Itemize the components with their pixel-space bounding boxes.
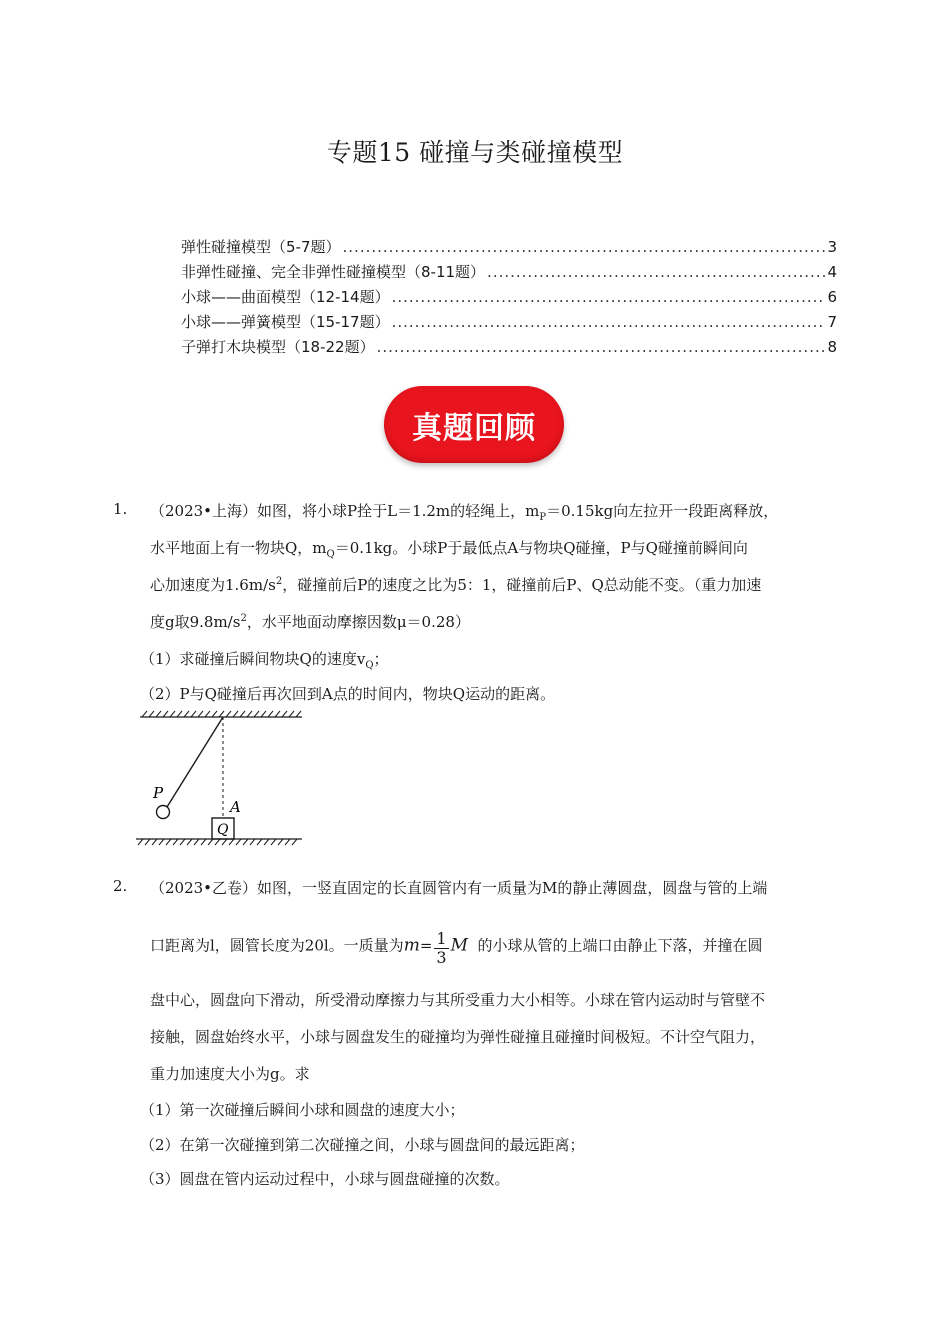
label-p: P (153, 784, 164, 802)
question-1-line-2: 水平地面上有一物块Q，$m_Q=0.1kg$。小球P于最低点A与物块Q碰撞，P与Q碰撞前瞬间向 (150, 539, 748, 560)
fraction-one-third: $\frac{1}{3}$ (436, 929, 447, 967)
question-1-number: 1. (113, 500, 128, 518)
toc-leader-dots (392, 288, 826, 306)
page-title: 专题15 碰撞与类碰撞模型 (326, 138, 624, 167)
question-1-part-2: （2）P与Q碰撞后再次回到A点的时间内，物块Q运动的距离。 (140, 685, 556, 703)
toc-item[interactable] (181, 236, 837, 261)
question-2-line-3: 盘中心，圆盘向下滑动，所受滑动摩擦力与其所受重力大小相等。小球在管内运动时与管壁不 (150, 991, 766, 1009)
question-2-line-4: 接触，圆盘始终水平，小球与圆盘发生的碰撞均为弹性碰撞且碰撞时间极短。不计空气阻力， (150, 1028, 766, 1046)
label-q: Q (217, 822, 229, 838)
toc-item-page: 8 (827, 338, 837, 356)
ball-p (157, 806, 170, 819)
question-1-line-3: 心加速度为$1.6m/s^2$，碰撞前后P的速度之比为5：1，碰撞前后P、Q总动能不变。（重力加速 (150, 576, 762, 594)
section-banner (384, 386, 564, 463)
question-2-part-2: （2）在第一次碰撞到第二次碰撞之间，小球与圆盘间的最远距离； (140, 1136, 585, 1154)
question-2-part-3: （3）圆盘在管内运动过程中，小球与圆盘碰撞的次数。 (140, 1170, 510, 1188)
question-2-line-2: 口距离为l，圆管长度为20l。一质量为m= $\frac{1}{3}$ M 的小球从管的上端口由静止下落，并撞在圆 (150, 929, 763, 967)
toc-item-page: 6 (827, 288, 837, 306)
question-1-line-1: （2023•上海）如图，将小球P拴于L＝1.2m的轻绳上，$m_P=0.15kg$向左拉开一段距离释放， (150, 502, 779, 523)
question-2-part-1: （1）第一次碰撞后瞬间小球和圆盘的速度大小； (140, 1101, 465, 1119)
question-2-line-1: （2023•乙卷）如图，一竖直固定的长直圆管内有一质量为M的静止薄圆盘，圆盘与管的上端 (150, 879, 768, 897)
toc-leader-dots (487, 263, 825, 281)
toc-item[interactable] (181, 311, 837, 336)
toc-item[interactable] (181, 261, 837, 286)
toc-item-label: 非弹性碰撞、完全非弹性碰撞模型（8-11题） (181, 263, 486, 281)
pendulum-string (167, 717, 223, 807)
toc-item-page: 7 (827, 313, 837, 331)
question-2-number: 2. (113, 877, 128, 895)
toc-leader-dots (377, 338, 826, 356)
toc-item-label: 小球——弹簧模型（15-17题） (181, 313, 390, 331)
pendulum-figure (132, 706, 307, 852)
question-2-line-5: 重力加速度大小为g。求 (150, 1065, 310, 1083)
label-a: A (230, 798, 241, 816)
section-banner-label: 真题回顾 (412, 410, 536, 446)
toc-item-label: 弹性碰撞模型（5-7题） (181, 238, 341, 256)
toc-item-label: 小球——曲面模型（12-14题） (181, 288, 390, 306)
toc-leader-dots (392, 313, 826, 331)
question-1-line-4: 度g取$9.8m/s^2$，水平地面动摩擦因数μ＝0.28） (150, 613, 470, 631)
question-1-part-1: （1）求碰撞后瞬间物块Q的速度$v_Q$； (140, 650, 389, 671)
toc-item-page: 4 (827, 263, 837, 281)
toc-item-page: 3 (827, 238, 837, 256)
toc-item[interactable] (181, 336, 837, 361)
toc-leader-dots (343, 238, 826, 256)
table-of-contents (181, 236, 837, 361)
toc-item[interactable] (181, 286, 837, 311)
toc-item-label: 子弹打木块模型（18-22题） (181, 338, 375, 356)
